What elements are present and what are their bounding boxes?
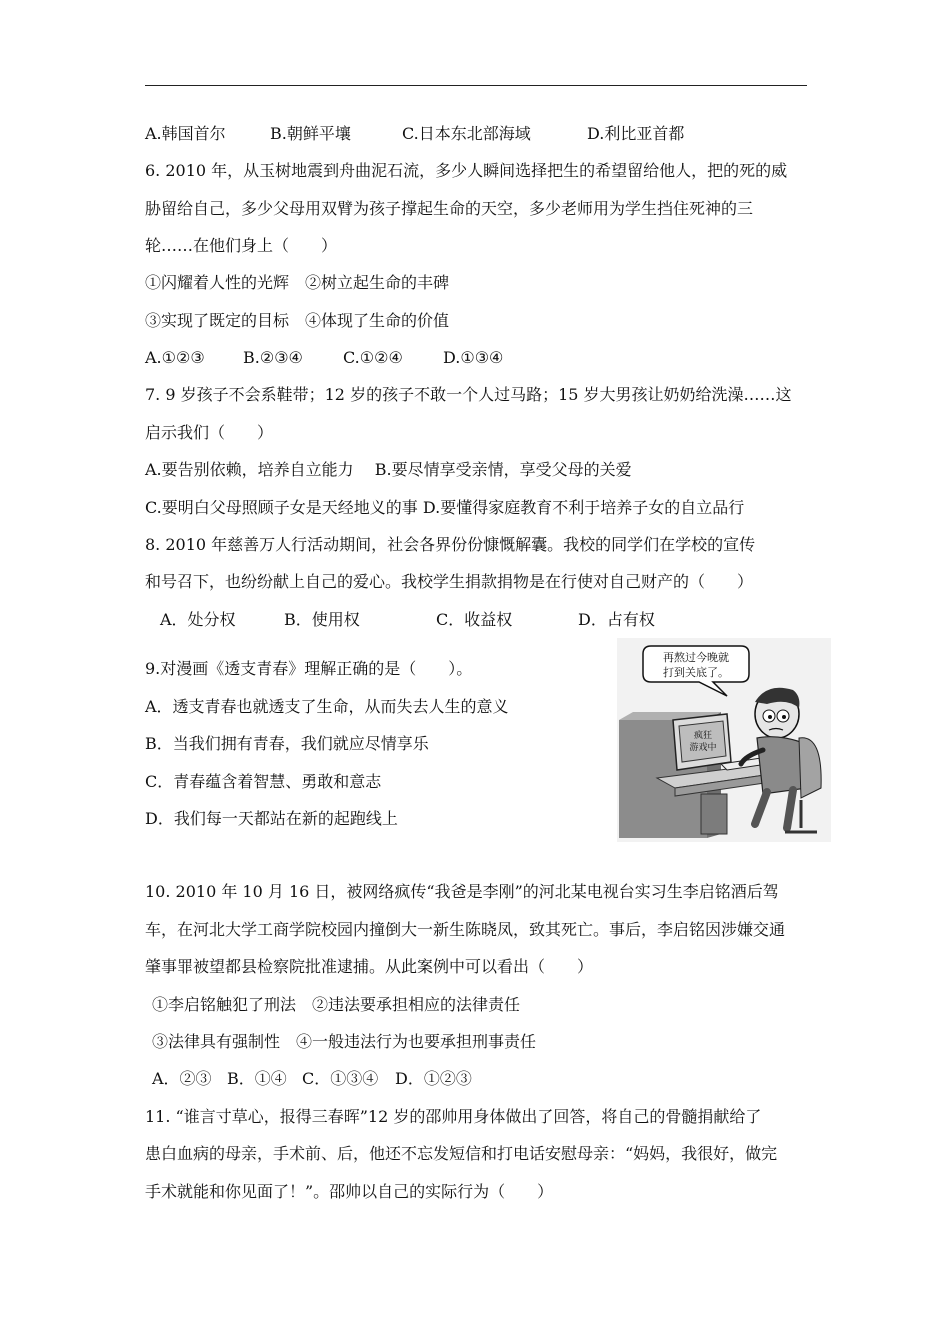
- q7-options-cd: C.要明白父母照顾子女是天经地义的事 D.要懂得家庭教育不利于培养子女的自立品行: [145, 498, 745, 517]
- q9-option-d: D．我们每一天都站在新的起跑线上: [145, 809, 398, 828]
- q6-stem-line2: 胁留给自己，多少父母用双臂为孩子撑起生命的天空，多少老师用为学生挡住死神的三: [145, 199, 754, 218]
- q8-option-d: D．占有权: [578, 610, 655, 629]
- q6-options: [145, 348, 503, 368]
- q5-option-d: D.利比亚首都: [587, 124, 685, 143]
- bubble-text-line2: 打到关底了。: [663, 666, 729, 679]
- q10-option-a: A．②③: [152, 1069, 212, 1088]
- q10-option-b: B．①④: [227, 1069, 287, 1088]
- q10-option-d: D．①②③: [395, 1069, 472, 1088]
- q8-options: [160, 610, 655, 630]
- q9-option-a: A．透支青春也就透支了生命，从而失去人生的意义: [145, 697, 509, 716]
- q5-options: [145, 124, 684, 144]
- q10-option-c: C．①③④: [302, 1069, 379, 1088]
- q10-stem-line3: 肇事罪被望都县检察院批准逮捕。从此案例中可以看出（ ）: [145, 957, 594, 976]
- q11-stem-line1: 11. “谁言寸草心，报得三春晖”12 岁的邵帅用身体做出了回答，将自己的骨髓捐献给了: [145, 1107, 762, 1126]
- q10-item-2: ③法律具有强制性 ④一般违法行为也要承担刑事责任: [152, 1032, 537, 1051]
- q11-stem-line2: 患白血病的母亲，手术前、后，他还不忘发短信和打电话安慰母亲：“妈妈，我很好，做完: [145, 1144, 778, 1163]
- q6-stem-line3: 轮……在他们身上（ ）: [145, 236, 338, 255]
- screen-text-line1: 疯狂: [693, 731, 713, 741]
- q7-stem-line1: 7. 9 岁孩子不会系鞋带；12 岁的孩子不敢一个人过马路；15 岁大男孩让奶奶给洗澡……这: [145, 385, 792, 404]
- q6-option-b: B.②③④: [243, 348, 303, 367]
- q9-option-b: B．当我们拥有青春，我们就应尽情享乐: [145, 734, 429, 753]
- q9-option-c: C．青春蕴含着智慧、勇敢和意志: [145, 772, 382, 791]
- q6-option-d: D.①③④: [443, 348, 504, 367]
- q10-stem-line2: 车，在河北大学工商学院校园内撞倒大一新生陈晓凤，致其死亡。事后，李启铭因涉嫌交通: [145, 920, 786, 939]
- q6-option-a: A.①②③: [145, 348, 205, 367]
- q10-stem-line1: 10. 2010 年 10 月 16 日，被网络疯传“我爸是李刚”的河北某电视台实习生李启铭酒后驾: [145, 882, 779, 901]
- screen-text-line2: 游戏中: [689, 743, 717, 753]
- q6-item-2: ③实现了既定的目标 ④体现了生命的价值: [145, 311, 450, 330]
- q8-stem-line2: 和号召下，也纷纷献上自己的爱心。我校学生捐款捐物是在行使对自己财产的（ ）: [145, 572, 754, 591]
- header-rule: [145, 85, 807, 86]
- monitor-screen: [679, 721, 726, 762]
- q8-option-c: C．收益权: [436, 610, 513, 629]
- q5-option-b: B.朝鲜平壤: [270, 124, 351, 143]
- cartoon-overdrawing-youth: [617, 638, 831, 842]
- q5-option-c: C.日本东北部海域: [402, 124, 531, 143]
- q6-item-1: ①闪耀着人性的光辉 ②树立起生命的丰碑: [145, 273, 450, 292]
- q7-options-ab: A.要告别依赖，培养自立能力 B.要尽情享受亲情，享受父母的关爱: [145, 460, 632, 479]
- q8-stem-line1: 8. 2010 年慈善万人行活动期间，社会各界份份慷慨解囊。我校的同学们在学校的宣传: [145, 535, 756, 554]
- q11-stem-line3: 手术就能和你见面了！”。邵帅以自己的实际行为（ ）: [145, 1182, 554, 1201]
- q6-stem-line1: 6. 2010 年，从玉树地震到舟曲泥石流，多少人瞬间选择把生的希望留给他人，把的死的威: [145, 161, 788, 180]
- q7-stem-line2: 启示我们（ ）: [145, 423, 274, 442]
- q6-option-c: C.①②④: [343, 348, 403, 367]
- person-pupil-right: [782, 715, 786, 719]
- q8-option-a: A．处分权: [160, 610, 236, 629]
- q10-item-1: ①李启铭触犯了刑法 ②违法要承担相应的法律责任: [152, 995, 521, 1014]
- bubble-text-line1: 再熬过今晚就: [663, 651, 729, 664]
- q5-option-a: A.韩国首尔: [145, 124, 226, 143]
- q8-option-b: B．使用权: [284, 610, 360, 629]
- person-pupil-left: [768, 715, 772, 719]
- pc-tower: [701, 794, 727, 834]
- q9-stem: 9.对漫画《透支青春》理解正确的是（ ）。: [145, 659, 473, 678]
- q10-options: [152, 1069, 472, 1089]
